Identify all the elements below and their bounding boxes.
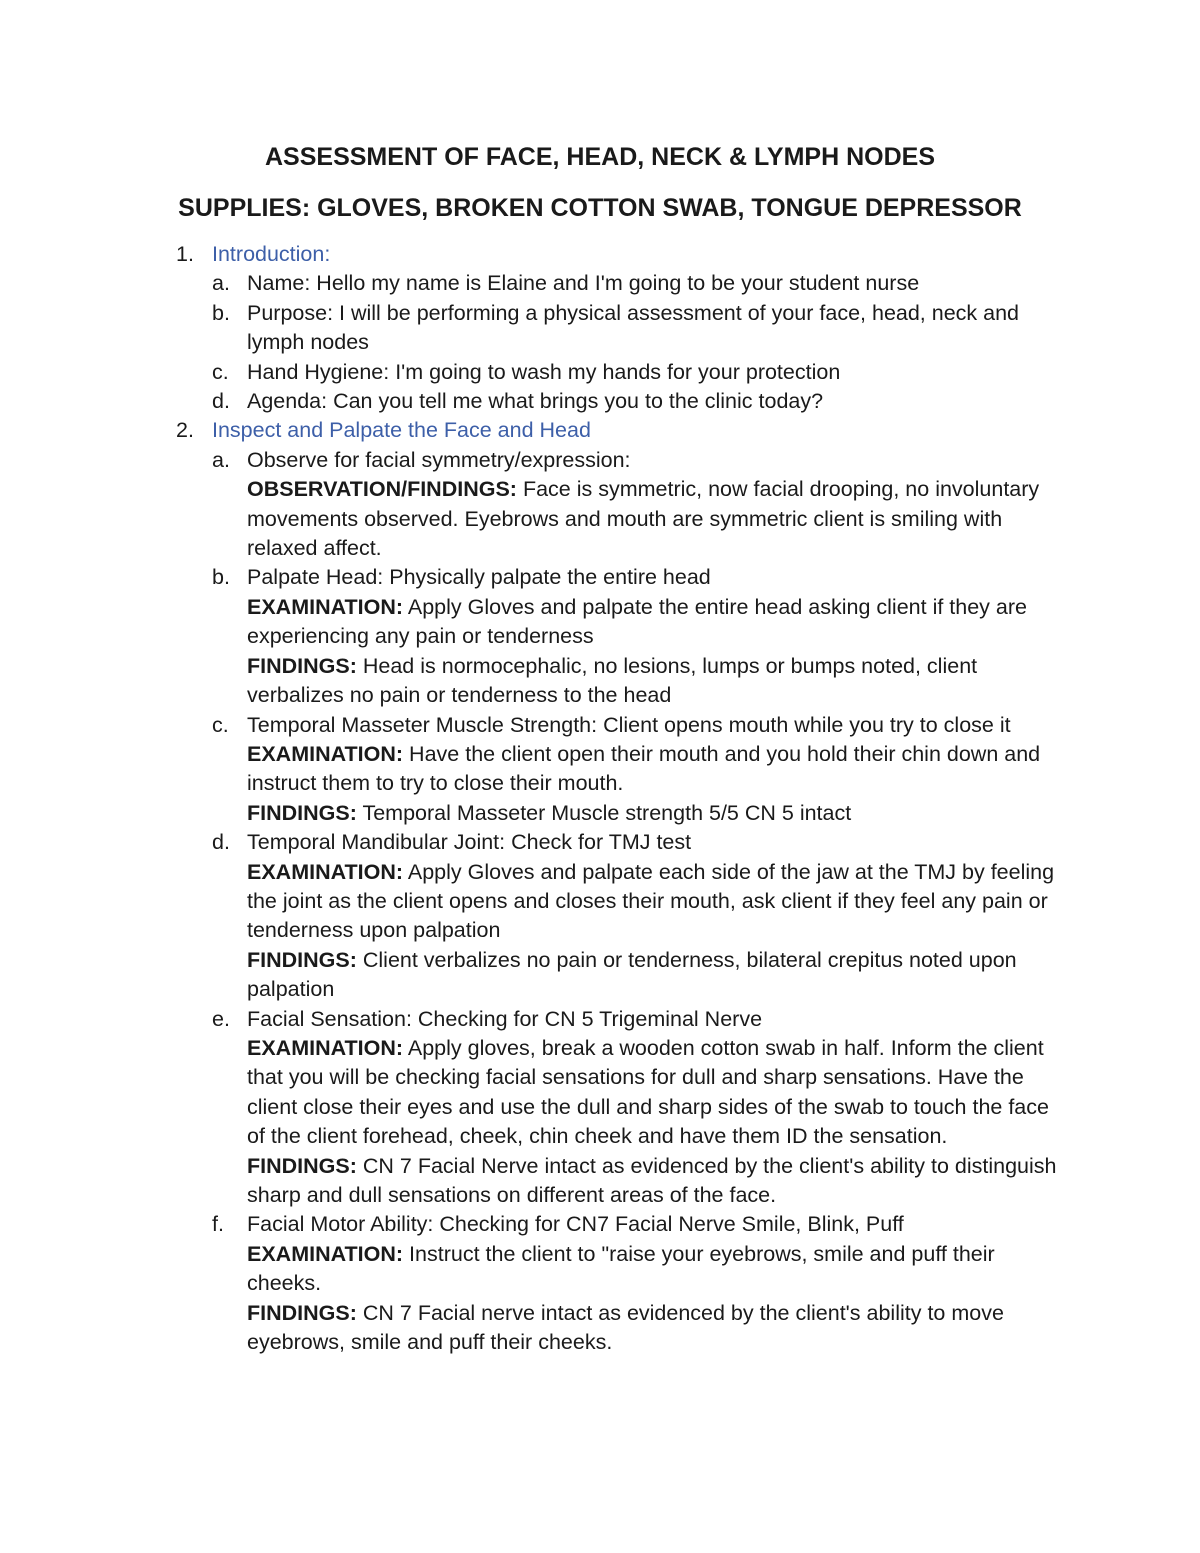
section-number: 1. bbox=[176, 242, 194, 266]
observation-paragraph bbox=[247, 475, 1067, 563]
examination-label: EXAMINATION: bbox=[247, 594, 404, 619]
item-letter: c. bbox=[212, 359, 229, 384]
item-text: Observe for facial symmetry/expression: bbox=[247, 447, 631, 472]
findings-text: Head is normocephalic, no lesions, lumps or bumps noted, client verbalizes no pain or tenderness to the head bbox=[247, 653, 978, 708]
section-heading: Inspect and Palpate the Face and Head bbox=[212, 418, 591, 443]
list-item-tmj bbox=[0, 828, 1067, 1004]
list-item-name bbox=[0, 269, 1067, 298]
findings-text: CN 7 Facial nerve intact as evidenced by the client's ability to move eyebrows, smile and puff their cheeks. bbox=[247, 1300, 1004, 1355]
list-item-facial-sensation bbox=[0, 1005, 1067, 1211]
findings-paragraph bbox=[247, 946, 1067, 1005]
examination-text: Apply gloves, break a wooden cotton swab in half. Inform the client that you will be checking facial sensations for dull and sharp sensations. Have the client close their eyes and use the dull and sharp sides of the swab to touch the face of the client forehead, cheek, chin cheek and have them ID the sensation. bbox=[247, 1035, 1049, 1149]
item-letter: a. bbox=[212, 447, 230, 472]
item-letter: d. bbox=[212, 389, 230, 414]
item-text: Agenda: Can you tell me what brings you to the clinic today? bbox=[247, 389, 824, 414]
item-letter: a. bbox=[212, 271, 230, 296]
findings-label: FINDINGS: bbox=[247, 947, 357, 972]
item-letter: e. bbox=[212, 1006, 230, 1031]
item-text: Name: Hello my name is Elaine and I'm going to be your student nurse bbox=[247, 271, 920, 296]
section-number: 2. bbox=[176, 418, 194, 443]
examination-paragraph bbox=[247, 740, 1067, 799]
item-text: Facial Sensation: Checking for CN 5 Trigeminal Nerve bbox=[247, 1006, 763, 1031]
item-letter: b. bbox=[212, 300, 230, 325]
item-text: Hand Hygiene: I'm going to wash my hands for your protection bbox=[247, 359, 841, 384]
list-item-facial-motor bbox=[0, 1210, 1067, 1357]
findings-text: Temporal Masseter Muscle strength 5/5 CN 5 intact bbox=[356, 800, 852, 825]
item-letter: f. bbox=[212, 1212, 224, 1237]
item-letter: b. bbox=[212, 565, 230, 590]
examination-text: Have the client open their mouth and you hold their chin down and instruct them to try to close their mouth. bbox=[247, 741, 1041, 796]
examination-paragraph bbox=[247, 1240, 1067, 1299]
findings-paragraph bbox=[247, 1152, 1067, 1211]
examination-paragraph bbox=[247, 1034, 1067, 1152]
list-item-hand-hygiene bbox=[0, 358, 1067, 387]
item-text: Facial Motor Ability: Checking for CN7 Facial Nerve Smile, Blink, Puff bbox=[247, 1212, 904, 1237]
examination-paragraph bbox=[247, 858, 1067, 946]
item-text: Temporal Masseter Muscle Strength: Client opens mouth while you try to close it bbox=[247, 712, 1011, 737]
item-text: Palpate Head: Physically palpate the entire head bbox=[247, 565, 711, 590]
findings-paragraph bbox=[247, 799, 1067, 828]
findings-label: FINDINGS: bbox=[247, 1300, 357, 1325]
assessment-outline bbox=[0, 240, 1200, 1357]
item-letter: c. bbox=[212, 712, 229, 737]
list-item-purpose bbox=[0, 299, 1067, 358]
supplies-heading: SUPPLIES: GLOVES, BROKEN COTTON SWAB, TONGUE DEPRESSOR bbox=[178, 194, 1022, 222]
examination-text: Apply Gloves and palpate each side of the jaw at the TMJ by feeling the joint as the client opens and closes their mouth, ask client if they feel any pain or tenderness upon palpation bbox=[247, 859, 1055, 943]
item-text: Purpose: I will be performing a physical assessment of your face, head, neck and lymph nodes bbox=[247, 300, 1020, 355]
findings-paragraph bbox=[247, 1299, 1067, 1358]
examination-label: EXAMINATION: bbox=[247, 741, 404, 766]
list-item-masseter-strength bbox=[0, 711, 1067, 829]
item-text: Temporal Mandibular Joint: Check for TMJ test bbox=[247, 830, 692, 855]
findings-text: CN 7 Facial Nerve intact as evidenced by the client's ability to distinguish sharp and dull sensations on different areas of the face. bbox=[247, 1153, 1057, 1207]
examination-label: EXAMINATION: bbox=[247, 859, 404, 884]
findings-label: FINDINGS: bbox=[247, 800, 357, 825]
examination-text: Instruct the client to "raise your eyebrows, smile and puff their cheeks. bbox=[247, 1241, 995, 1296]
examination-text: Apply Gloves and palpate the entire head asking client if they are experiencing any pain or tenderness bbox=[247, 594, 1027, 649]
findings-text: Client verbalizes no pain or tenderness, bilateral crepitus noted upon palpation bbox=[247, 947, 1017, 1002]
findings-paragraph bbox=[247, 652, 1067, 711]
item-letter: d. bbox=[212, 830, 230, 855]
examination-label: EXAMINATION: bbox=[247, 1035, 404, 1060]
list-item-palpate-head bbox=[0, 563, 1067, 710]
observation-label: OBSERVATION/FINDINGS: bbox=[247, 477, 517, 502]
findings-label: FINDINGS: bbox=[247, 653, 357, 678]
document-title: ASSESSMENT OF FACE, HEAD, NECK & LYMPH NODES bbox=[265, 143, 935, 171]
observation-text: Face is symmetric, now facial drooping, no involuntary movements observed. Eyebrows and mouth are symmetric client is smiling with relaxed affect. bbox=[247, 477, 1040, 561]
section-inspect-palpate bbox=[0, 416, 1072, 445]
section-introduction bbox=[0, 240, 1072, 269]
examination-label: EXAMINATION: bbox=[247, 1241, 404, 1266]
findings-label: FINDINGS: bbox=[247, 1153, 357, 1178]
section-heading: Introduction: bbox=[212, 242, 331, 266]
examination-paragraph bbox=[247, 593, 1067, 652]
list-item-facial-symmetry bbox=[0, 446, 1067, 564]
list-item-agenda bbox=[0, 387, 1067, 416]
